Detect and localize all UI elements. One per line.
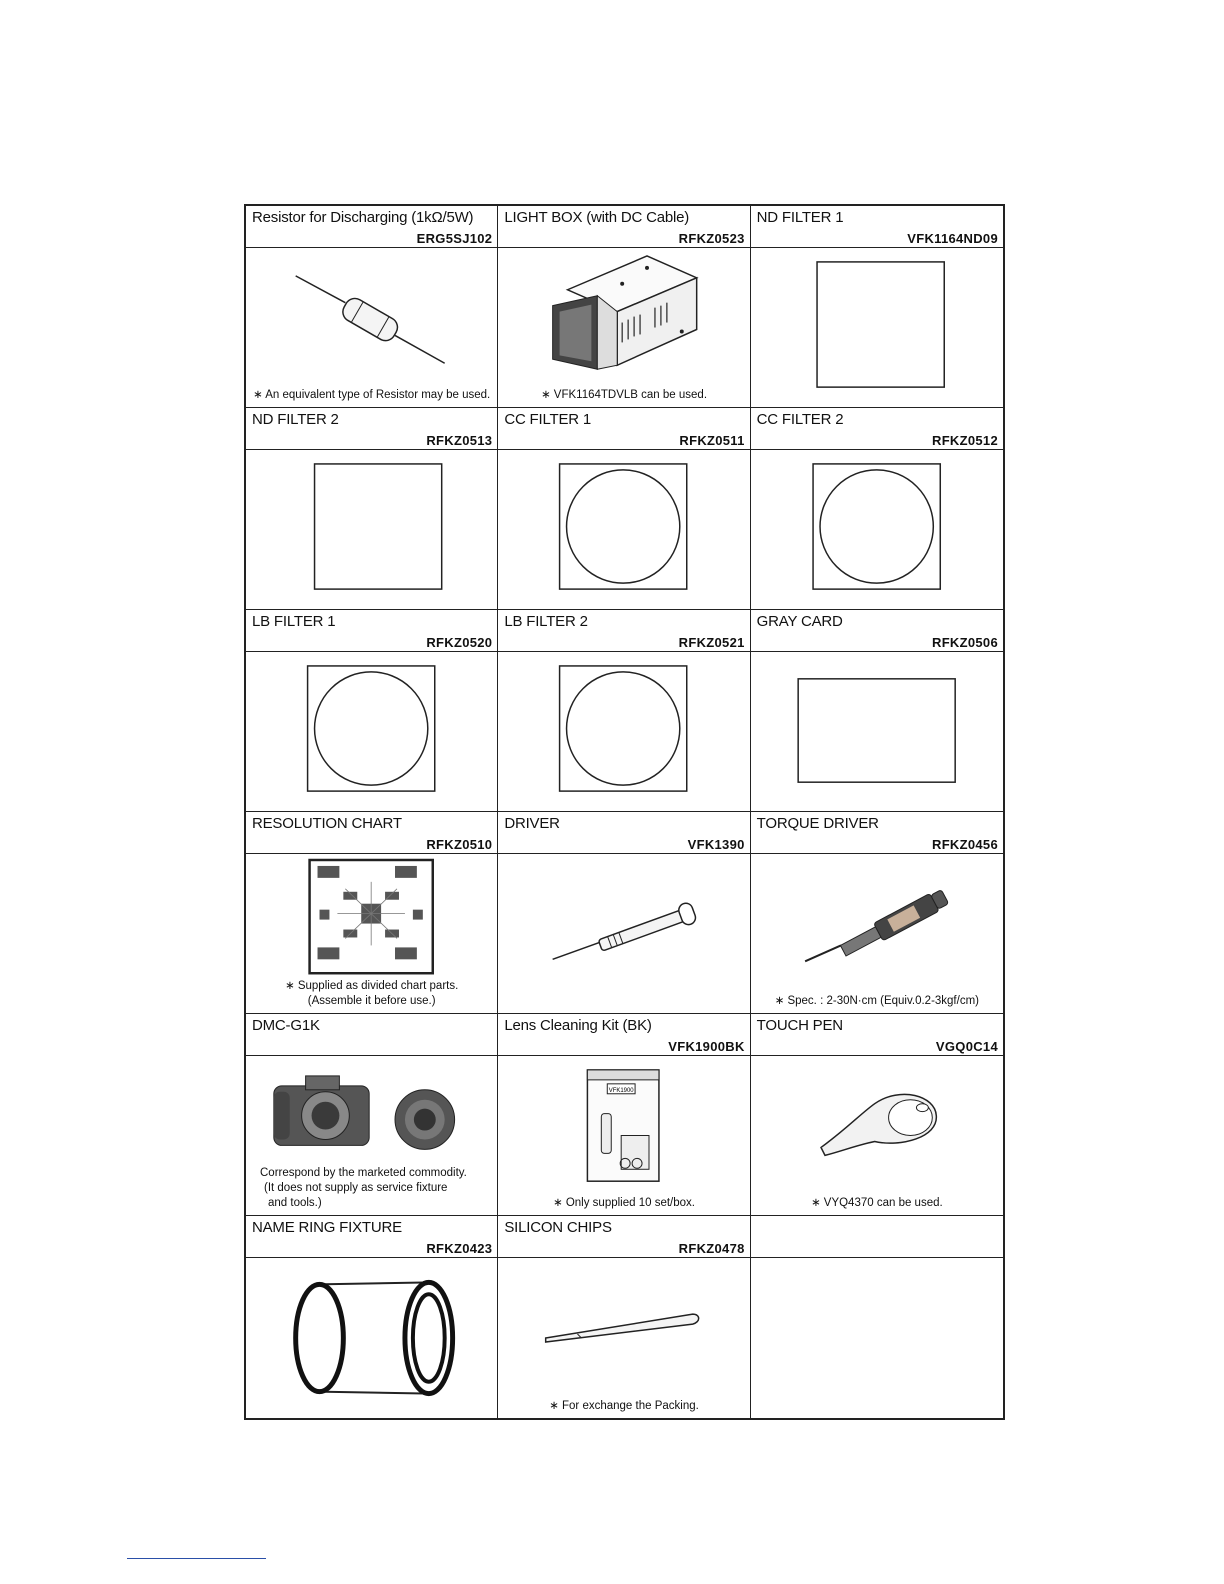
tool-part-number: RFKZ0511 xyxy=(679,433,745,448)
tool-image-area xyxy=(751,248,1003,407)
tool-image-area xyxy=(498,1258,749,1418)
tool-note: ∗ VFK1164TDVLB can be used. xyxy=(540,389,708,401)
tool-image-area xyxy=(498,248,749,407)
tool-header xyxy=(498,408,749,450)
round-filter-icon xyxy=(498,652,749,811)
tool-cell-name-ring-fixture xyxy=(246,1216,498,1418)
tool-header xyxy=(246,610,497,652)
tool-cell-nd-filter-1 xyxy=(751,206,1003,408)
tool-image-area xyxy=(246,1056,497,1215)
tool-part-number: RFKZ0523 xyxy=(678,231,745,246)
tool-header xyxy=(246,206,497,248)
round-filter-icon xyxy=(498,450,749,609)
tool-part-number: RFKZ0513 xyxy=(426,433,493,448)
tool-cell-cc-filter-2 xyxy=(751,408,1003,610)
tool-image-area xyxy=(498,1056,749,1215)
tool-cell-resistor xyxy=(246,206,498,408)
resistor-icon xyxy=(246,248,497,407)
tool-part-number: RFKZ0521 xyxy=(678,635,745,650)
torque-driver-icon xyxy=(751,854,1003,1013)
tool-part-number: ERG5SJ102 xyxy=(416,231,493,246)
tool-cell-lb-filter-1 xyxy=(246,610,498,812)
tool-cell-empty xyxy=(751,1216,1003,1418)
tool-image-area xyxy=(498,854,749,1013)
tool-part-number: VFK1900BK xyxy=(668,1039,745,1054)
tool-name: TORQUE DRIVER xyxy=(756,815,879,832)
tool-image-area xyxy=(246,1258,497,1418)
tool-name: ND FILTER 2 xyxy=(252,411,339,428)
tool-note-line: (Assemble it before use.) xyxy=(307,995,436,1007)
tool-header xyxy=(751,408,1003,450)
tool-note: ∗ Only supplied 10 set/box. xyxy=(553,1197,695,1209)
tool-note xyxy=(246,1166,497,1211)
tool-header xyxy=(498,812,749,854)
tool-image-area xyxy=(751,1258,1003,1418)
tool-header xyxy=(751,206,1003,248)
tool-note-line: Correspond by the marketed commodity. xyxy=(260,1167,467,1179)
tool-name: LB FILTER 1 xyxy=(252,613,336,630)
tool-note-line: and tools.) xyxy=(268,1197,322,1209)
tool-note: ∗ For exchange the Packing. xyxy=(549,1400,699,1412)
tool-name: Resistor for Discharging (1kΩ/5W) xyxy=(252,209,474,226)
tool-name: RESOLUTION CHART xyxy=(252,815,402,832)
tool-part-number: RFKZ0512 xyxy=(932,433,998,448)
tool-cell-cc-filter-1 xyxy=(498,408,750,610)
tool-header xyxy=(751,812,1003,854)
round-filter-icon xyxy=(246,652,497,811)
tool-name: NAME RING FIXTURE xyxy=(252,1219,402,1236)
tool-cell-driver xyxy=(498,812,750,1014)
tool-header xyxy=(246,1216,497,1258)
tool-part-number: RFKZ0520 xyxy=(426,635,493,650)
tool-note: ∗ VYQ4370 can be used. xyxy=(810,1197,943,1209)
tool-cell-dmc-g1k xyxy=(246,1014,498,1216)
tool-part-number: RFKZ0423 xyxy=(426,1241,493,1256)
tool-header xyxy=(498,1014,749,1056)
tool-cell-resolution-chart xyxy=(246,812,498,1014)
tool-image-area xyxy=(751,1056,1003,1215)
tool-cell-lens-cleaning-kit xyxy=(498,1014,750,1216)
tool-note: ∗ An equivalent type of Resistor may be used. xyxy=(253,389,491,401)
tool-image-area xyxy=(246,652,497,811)
tool-header xyxy=(246,408,497,450)
tool-name: TOUCH PEN xyxy=(756,1017,843,1034)
tool-image-area xyxy=(498,652,749,811)
tool-name: DRIVER xyxy=(504,815,560,832)
tool-list-table xyxy=(244,204,1005,1420)
tool-part-number: RFKZ0506 xyxy=(932,635,998,650)
tool-part-number: RFKZ0478 xyxy=(678,1241,745,1256)
square-filter-icon xyxy=(246,450,497,609)
tool-name: LB FILTER 2 xyxy=(504,613,588,630)
round-filter-icon xyxy=(751,450,1003,609)
tool-part-number: RFKZ0510 xyxy=(426,837,493,852)
tool-name: ND FILTER 1 xyxy=(756,209,844,226)
tool-image-area xyxy=(751,652,1003,811)
tool-cell-lb-filter-2 xyxy=(498,610,750,812)
tool-name: DMC-G1K xyxy=(252,1017,320,1034)
tool-image-area xyxy=(751,450,1003,609)
name-ring-icon xyxy=(246,1258,497,1418)
tool-image-area xyxy=(246,450,497,609)
tool-name: Lens Cleaning Kit (BK) xyxy=(504,1017,652,1034)
tool-cell-silicon-chips xyxy=(498,1216,750,1418)
tool-header xyxy=(751,1216,1003,1258)
tool-cell-torque-driver xyxy=(751,812,1003,1014)
touch-pen-icon xyxy=(751,1056,1003,1215)
light-box-icon xyxy=(498,248,749,407)
tweezers-icon xyxy=(498,1258,749,1418)
tool-image-area xyxy=(751,854,1003,1013)
tool-header xyxy=(246,1014,497,1056)
footer-link-underline xyxy=(127,1558,266,1559)
tool-part-number: VFK1164ND09 xyxy=(907,231,998,246)
tool-image-area xyxy=(246,248,497,407)
tool-header xyxy=(246,812,497,854)
tool-header xyxy=(498,1216,749,1258)
tool-image-area xyxy=(498,450,749,609)
tool-name: CC FILTER 1 xyxy=(504,411,592,428)
gray-card-icon xyxy=(751,652,1003,811)
tool-name: SILICON CHIPS xyxy=(504,1219,612,1236)
kit-tag-label: VFK1900 xyxy=(609,1087,634,1094)
tool-cell-touch-pen xyxy=(751,1014,1003,1216)
tool-note xyxy=(246,979,497,1009)
square-filter-icon xyxy=(751,248,1003,407)
cleaning-kit-icon xyxy=(498,1056,749,1215)
tool-header xyxy=(751,610,1003,652)
tool-image-area xyxy=(246,854,497,1013)
tool-part-number: VGQ0C14 xyxy=(935,1039,998,1054)
tool-header xyxy=(498,206,749,248)
tool-header xyxy=(751,1014,1003,1056)
tool-note: ∗ Spec. : 2-30N·cm (Equiv.0.2-3kgf/cm) xyxy=(774,995,979,1007)
tool-name: GRAY CARD xyxy=(756,613,843,630)
tool-cell-gray-card xyxy=(751,610,1003,812)
tool-header xyxy=(498,610,749,652)
tool-cell-nd-filter-2 xyxy=(246,408,498,610)
tool-note-line: ∗ Supplied as divided chart parts. xyxy=(285,980,459,992)
tool-part-number: VFK1390 xyxy=(687,837,745,852)
tool-name: CC FILTER 2 xyxy=(756,411,844,428)
screwdriver-icon xyxy=(498,854,749,1013)
tool-name: LIGHT BOX (with DC Cable) xyxy=(504,209,690,226)
tool-cell-light-box xyxy=(498,206,750,408)
tool-part-number: RFKZ0456 xyxy=(932,837,998,852)
tool-note-line: (It does not supply as service fixture xyxy=(264,1182,448,1194)
